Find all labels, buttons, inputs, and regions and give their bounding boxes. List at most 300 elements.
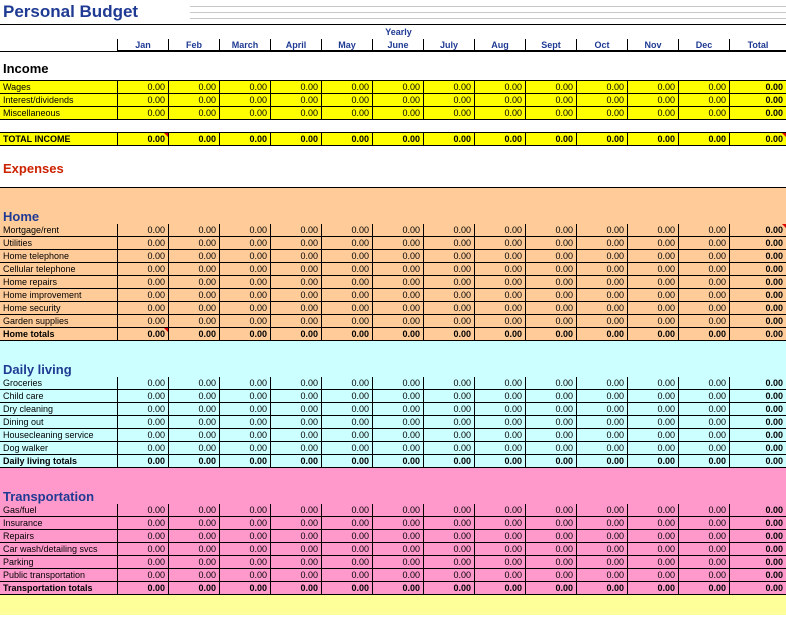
value-cell-aug[interactable]: 0.00 (475, 390, 526, 402)
value-cell-march[interactable]: 0.00 (220, 224, 271, 236)
value-cell-feb[interactable]: 0.00 (169, 250, 220, 262)
value-cell-oct[interactable]: 0.00 (577, 455, 628, 467)
column-header-aug[interactable]: Aug (475, 39, 526, 51)
total-cell[interactable]: 0.00 (765, 404, 783, 414)
value-cell-april[interactable]: 0.00 (271, 328, 322, 340)
value-cell-july[interactable]: 0.00 (424, 107, 475, 119)
value-cell-april[interactable]: 0.00 (271, 504, 322, 516)
value-cell-aug[interactable]: 0.00 (475, 302, 526, 314)
value-cell-nov[interactable]: 0.00 (628, 302, 679, 314)
value-cell-july[interactable]: 0.00 (424, 556, 475, 568)
value-cell-nov[interactable]: 0.00 (628, 530, 679, 542)
value-cell-feb[interactable]: 0.00 (169, 569, 220, 581)
value-cell-nov[interactable]: 0.00 (628, 276, 679, 288)
value-cell-feb[interactable]: 0.00 (169, 556, 220, 568)
value-cell-jan[interactable]: 0.00 (118, 517, 169, 529)
value-cell-march[interactable]: 0.00 (220, 556, 271, 568)
value-cell-march[interactable]: 0.00 (220, 237, 271, 249)
column-header-june[interactable]: June (373, 39, 424, 51)
column-header-may[interactable]: May (322, 39, 373, 51)
value-cell-aug[interactable]: 0.00 (475, 224, 526, 236)
value-cell-oct[interactable]: 0.00 (577, 569, 628, 581)
value-cell-april[interactable]: 0.00 (271, 569, 322, 581)
value-cell-june[interactable]: 0.00 (373, 133, 424, 145)
value-cell-jan[interactable]: 0.00 (118, 328, 169, 340)
value-cell-jan[interactable]: 0.00 (118, 133, 169, 145)
value-cell-aug[interactable]: 0.00 (475, 429, 526, 441)
value-cell-may[interactable]: 0.00 (322, 328, 373, 340)
value-cell-dec[interactable]: 0.00 (679, 455, 730, 467)
value-cell-march[interactable]: 0.00 (220, 276, 271, 288)
value-cell-oct[interactable]: 0.00 (577, 263, 628, 275)
value-cell-jan[interactable]: 0.00 (118, 276, 169, 288)
value-cell-june[interactable]: 0.00 (373, 328, 424, 340)
value-cell-jan[interactable]: 0.00 (118, 107, 169, 119)
value-cell-april[interactable]: 0.00 (271, 429, 322, 441)
value-cell-feb[interactable]: 0.00 (169, 517, 220, 529)
value-cell-july[interactable]: 0.00 (424, 442, 475, 454)
value-cell-nov[interactable]: 0.00 (628, 377, 679, 389)
value-cell-nov[interactable]: 0.00 (628, 250, 679, 262)
comment-indicator[interactable] (782, 224, 786, 228)
value-cell-may[interactable]: 0.00 (322, 530, 373, 542)
value-cell-jan[interactable]: 0.00 (118, 250, 169, 262)
value-cell-nov[interactable]: 0.00 (628, 429, 679, 441)
total-cell[interactable]: 0.00 (765, 82, 783, 92)
value-cell-may[interactable]: 0.00 (322, 556, 373, 568)
value-cell-dec[interactable]: 0.00 (679, 429, 730, 441)
value-cell-june[interactable]: 0.00 (373, 94, 424, 106)
value-cell-feb[interactable]: 0.00 (169, 81, 220, 93)
value-cell-sept[interactable]: 0.00 (526, 556, 577, 568)
value-cell-oct[interactable]: 0.00 (577, 556, 628, 568)
value-cell-feb[interactable]: 0.00 (169, 315, 220, 327)
value-cell-june[interactable]: 0.00 (373, 390, 424, 402)
value-cell-july[interactable]: 0.00 (424, 416, 475, 428)
value-cell-dec[interactable]: 0.00 (679, 530, 730, 542)
value-cell-may[interactable]: 0.00 (322, 81, 373, 93)
value-cell-aug[interactable]: 0.00 (475, 556, 526, 568)
value-cell-aug[interactable]: 0.00 (475, 569, 526, 581)
value-cell-jan[interactable]: 0.00 (118, 556, 169, 568)
value-cell-feb[interactable]: 0.00 (169, 530, 220, 542)
value-cell-nov[interactable]: 0.00 (628, 556, 679, 568)
value-cell-dec[interactable]: 0.00 (679, 416, 730, 428)
value-cell-june[interactable]: 0.00 (373, 442, 424, 454)
value-cell-oct[interactable]: 0.00 (577, 250, 628, 262)
value-cell-march[interactable]: 0.00 (220, 543, 271, 555)
value-cell-aug[interactable]: 0.00 (475, 94, 526, 106)
value-cell-june[interactable]: 0.00 (373, 530, 424, 542)
value-cell-oct[interactable]: 0.00 (577, 81, 628, 93)
value-cell-sept[interactable]: 0.00 (526, 416, 577, 428)
value-cell-april[interactable]: 0.00 (271, 582, 322, 594)
value-cell-sept[interactable]: 0.00 (526, 81, 577, 93)
comment-indicator[interactable] (782, 133, 786, 137)
value-cell-nov[interactable]: 0.00 (628, 504, 679, 516)
value-cell-feb[interactable]: 0.00 (169, 289, 220, 301)
value-cell-dec[interactable]: 0.00 (679, 237, 730, 249)
value-cell-june[interactable]: 0.00 (373, 289, 424, 301)
value-cell-jan[interactable]: 0.00 (118, 530, 169, 542)
value-cell-oct[interactable]: 0.00 (577, 582, 628, 594)
total-cell[interactable]: 0.00 (765, 264, 783, 274)
value-cell-march[interactable]: 0.00 (220, 530, 271, 542)
value-cell-july[interactable]: 0.00 (424, 377, 475, 389)
value-cell-march[interactable]: 0.00 (220, 133, 271, 145)
value-cell-july[interactable]: 0.00 (424, 81, 475, 93)
value-cell-may[interactable]: 0.00 (322, 403, 373, 415)
value-cell-may[interactable]: 0.00 (322, 302, 373, 314)
value-cell-sept[interactable]: 0.00 (526, 582, 577, 594)
value-cell-aug[interactable]: 0.00 (475, 582, 526, 594)
value-cell-sept[interactable]: 0.00 (526, 263, 577, 275)
value-cell-april[interactable]: 0.00 (271, 442, 322, 454)
value-cell-jan[interactable]: 0.00 (118, 582, 169, 594)
value-cell-july[interactable]: 0.00 (424, 328, 475, 340)
total-cell[interactable]: 0.00 (765, 391, 783, 401)
value-cell-feb[interactable]: 0.00 (169, 416, 220, 428)
value-cell-oct[interactable]: 0.00 (577, 416, 628, 428)
value-cell-dec[interactable]: 0.00 (679, 94, 730, 106)
total-cell[interactable]: 0.00 (765, 238, 783, 248)
total-cell[interactable]: 0.00 (765, 378, 783, 388)
value-cell-jan[interactable]: 0.00 (118, 224, 169, 236)
total-cell[interactable]: 0.00 (765, 329, 783, 339)
column-header-dec[interactable]: Dec (679, 39, 730, 51)
value-cell-aug[interactable]: 0.00 (475, 133, 526, 145)
value-cell-nov[interactable]: 0.00 (628, 390, 679, 402)
value-cell-jan[interactable]: 0.00 (118, 390, 169, 402)
column-header-april[interactable]: April (271, 39, 322, 51)
total-cell[interactable]: 0.00 (730, 133, 786, 145)
value-cell-nov[interactable]: 0.00 (628, 416, 679, 428)
value-cell-june[interactable]: 0.00 (373, 315, 424, 327)
value-cell-dec[interactable]: 0.00 (679, 302, 730, 314)
value-cell-march[interactable]: 0.00 (220, 582, 271, 594)
value-cell-dec[interactable]: 0.00 (679, 582, 730, 594)
total-cell[interactable]: 0.00 (765, 531, 783, 541)
value-cell-feb[interactable]: 0.00 (169, 455, 220, 467)
value-cell-sept[interactable]: 0.00 (526, 107, 577, 119)
value-cell-june[interactable]: 0.00 (373, 403, 424, 415)
value-cell-march[interactable]: 0.00 (220, 263, 271, 275)
value-cell-aug[interactable]: 0.00 (475, 107, 526, 119)
value-cell-april[interactable]: 0.00 (271, 276, 322, 288)
value-cell-april[interactable]: 0.00 (271, 455, 322, 467)
value-cell-oct[interactable]: 0.00 (577, 504, 628, 516)
value-cell-may[interactable]: 0.00 (322, 224, 373, 236)
value-cell-may[interactable]: 0.00 (322, 429, 373, 441)
value-cell-dec[interactable]: 0.00 (679, 250, 730, 262)
value-cell-july[interactable]: 0.00 (424, 289, 475, 301)
value-cell-feb[interactable]: 0.00 (169, 543, 220, 555)
value-cell-march[interactable]: 0.00 (220, 416, 271, 428)
value-cell-nov[interactable]: 0.00 (628, 328, 679, 340)
value-cell-dec[interactable]: 0.00 (679, 504, 730, 516)
value-cell-june[interactable]: 0.00 (373, 237, 424, 249)
value-cell-aug[interactable]: 0.00 (475, 81, 526, 93)
value-cell-dec[interactable]: 0.00 (679, 328, 730, 340)
total-cell[interactable]: 0.00 (765, 505, 783, 515)
value-cell-july[interactable]: 0.00 (424, 403, 475, 415)
value-cell-feb[interactable]: 0.00 (169, 224, 220, 236)
value-cell-june[interactable]: 0.00 (373, 250, 424, 262)
value-cell-oct[interactable]: 0.00 (577, 107, 628, 119)
value-cell-july[interactable]: 0.00 (424, 530, 475, 542)
value-cell-oct[interactable]: 0.00 (577, 543, 628, 555)
value-cell-dec[interactable]: 0.00 (679, 315, 730, 327)
value-cell-july[interactable]: 0.00 (424, 390, 475, 402)
column-header-sept[interactable]: Sept (526, 39, 577, 51)
value-cell-may[interactable]: 0.00 (322, 289, 373, 301)
value-cell-feb[interactable]: 0.00 (169, 263, 220, 275)
value-cell-april[interactable]: 0.00 (271, 416, 322, 428)
value-cell-aug[interactable]: 0.00 (475, 517, 526, 529)
value-cell-april[interactable]: 0.00 (271, 263, 322, 275)
value-cell-july[interactable]: 0.00 (424, 94, 475, 106)
value-cell-jan[interactable]: 0.00 (118, 377, 169, 389)
column-header-july[interactable]: July (424, 39, 475, 51)
column-header-oct[interactable]: Oct (577, 39, 628, 51)
value-cell-jan[interactable]: 0.00 (118, 94, 169, 106)
value-cell-march[interactable]: 0.00 (220, 517, 271, 529)
value-cell-oct[interactable]: 0.00 (577, 94, 628, 106)
value-cell-july[interactable]: 0.00 (424, 224, 475, 236)
value-cell-nov[interactable]: 0.00 (628, 455, 679, 467)
total-cell[interactable]: 0.00 (765, 251, 783, 261)
value-cell-march[interactable]: 0.00 (220, 328, 271, 340)
value-cell-aug[interactable]: 0.00 (475, 504, 526, 516)
value-cell-feb[interactable]: 0.00 (169, 429, 220, 441)
value-cell-june[interactable]: 0.00 (373, 224, 424, 236)
value-cell-march[interactable]: 0.00 (220, 504, 271, 516)
value-cell-jan[interactable]: 0.00 (118, 403, 169, 415)
value-cell-jan[interactable]: 0.00 (118, 569, 169, 581)
value-cell-march[interactable]: 0.00 (220, 107, 271, 119)
value-cell-sept[interactable]: 0.00 (526, 377, 577, 389)
total-cell[interactable]: 0.00 (765, 108, 783, 118)
value-cell-nov[interactable]: 0.00 (628, 81, 679, 93)
value-cell-april[interactable]: 0.00 (271, 237, 322, 249)
value-cell-may[interactable]: 0.00 (322, 517, 373, 529)
value-cell-april[interactable]: 0.00 (271, 390, 322, 402)
value-cell-dec[interactable]: 0.00 (679, 377, 730, 389)
value-cell-aug[interactable]: 0.00 (475, 403, 526, 415)
value-cell-may[interactable]: 0.00 (322, 455, 373, 467)
value-cell-sept[interactable]: 0.00 (526, 133, 577, 145)
total-cell[interactable]: 0.00 (765, 316, 783, 326)
value-cell-june[interactable]: 0.00 (373, 377, 424, 389)
value-cell-jan[interactable]: 0.00 (118, 237, 169, 249)
value-cell-nov[interactable]: 0.00 (628, 569, 679, 581)
value-cell-march[interactable]: 0.00 (220, 289, 271, 301)
value-cell-sept[interactable]: 0.00 (526, 302, 577, 314)
value-cell-feb[interactable]: 0.00 (169, 390, 220, 402)
value-cell-aug[interactable]: 0.00 (475, 328, 526, 340)
value-cell-sept[interactable]: 0.00 (526, 455, 577, 467)
value-cell-oct[interactable]: 0.00 (577, 517, 628, 529)
value-cell-july[interactable]: 0.00 (424, 543, 475, 555)
value-cell-nov[interactable]: 0.00 (628, 133, 679, 145)
value-cell-may[interactable]: 0.00 (322, 390, 373, 402)
value-cell-feb[interactable]: 0.00 (169, 377, 220, 389)
value-cell-dec[interactable]: 0.00 (679, 517, 730, 529)
value-cell-june[interactable]: 0.00 (373, 107, 424, 119)
value-cell-march[interactable]: 0.00 (220, 403, 271, 415)
value-cell-aug[interactable]: 0.00 (475, 530, 526, 542)
value-cell-nov[interactable]: 0.00 (628, 263, 679, 275)
value-cell-sept[interactable]: 0.00 (526, 390, 577, 402)
value-cell-may[interactable]: 0.00 (322, 377, 373, 389)
value-cell-july[interactable]: 0.00 (424, 263, 475, 275)
value-cell-feb[interactable]: 0.00 (169, 276, 220, 288)
value-cell-sept[interactable]: 0.00 (526, 569, 577, 581)
value-cell-march[interactable]: 0.00 (220, 429, 271, 441)
value-cell-june[interactable]: 0.00 (373, 569, 424, 581)
total-cell[interactable]: 0.00 (765, 277, 783, 287)
value-cell-feb[interactable]: 0.00 (169, 133, 220, 145)
comment-indicator[interactable] (164, 133, 168, 137)
value-cell-april[interactable]: 0.00 (271, 94, 322, 106)
value-cell-nov[interactable]: 0.00 (628, 403, 679, 415)
value-cell-july[interactable]: 0.00 (424, 302, 475, 314)
value-cell-sept[interactable]: 0.00 (526, 504, 577, 516)
value-cell-july[interactable]: 0.00 (424, 569, 475, 581)
value-cell-june[interactable]: 0.00 (373, 582, 424, 594)
value-cell-may[interactable]: 0.00 (322, 582, 373, 594)
value-cell-jan[interactable]: 0.00 (118, 429, 169, 441)
value-cell-march[interactable]: 0.00 (220, 94, 271, 106)
value-cell-june[interactable]: 0.00 (373, 263, 424, 275)
value-cell-sept[interactable]: 0.00 (526, 403, 577, 415)
value-cell-jan[interactable]: 0.00 (118, 81, 169, 93)
value-cell-jan[interactable]: 0.00 (118, 416, 169, 428)
value-cell-nov[interactable]: 0.00 (628, 517, 679, 529)
value-cell-sept[interactable]: 0.00 (526, 429, 577, 441)
value-cell-dec[interactable]: 0.00 (679, 543, 730, 555)
value-cell-oct[interactable]: 0.00 (577, 237, 628, 249)
total-cell[interactable]: 0.00 (765, 518, 783, 528)
value-cell-june[interactable]: 0.00 (373, 504, 424, 516)
value-cell-may[interactable]: 0.00 (322, 276, 373, 288)
value-cell-feb[interactable]: 0.00 (169, 582, 220, 594)
value-cell-nov[interactable]: 0.00 (628, 237, 679, 249)
value-cell-sept[interactable]: 0.00 (526, 530, 577, 542)
value-cell-april[interactable]: 0.00 (271, 315, 322, 327)
value-cell-june[interactable]: 0.00 (373, 556, 424, 568)
value-cell-april[interactable]: 0.00 (271, 517, 322, 529)
value-cell-march[interactable]: 0.00 (220, 377, 271, 389)
value-cell-dec[interactable]: 0.00 (679, 81, 730, 93)
value-cell-june[interactable]: 0.00 (373, 543, 424, 555)
value-cell-aug[interactable]: 0.00 (475, 250, 526, 262)
value-cell-july[interactable]: 0.00 (424, 582, 475, 594)
value-cell-oct[interactable]: 0.00 (577, 133, 628, 145)
value-cell-oct[interactable]: 0.00 (577, 390, 628, 402)
value-cell-aug[interactable]: 0.00 (475, 289, 526, 301)
value-cell-oct[interactable]: 0.00 (577, 403, 628, 415)
value-cell-dec[interactable]: 0.00 (679, 442, 730, 454)
value-cell-dec[interactable]: 0.00 (679, 263, 730, 275)
value-cell-dec[interactable]: 0.00 (679, 107, 730, 119)
value-cell-dec[interactable]: 0.00 (679, 224, 730, 236)
value-cell-aug[interactable]: 0.00 (475, 377, 526, 389)
value-cell-sept[interactable]: 0.00 (526, 517, 577, 529)
total-cell[interactable]: 0.00 (765, 95, 783, 105)
value-cell-jan[interactable]: 0.00 (118, 442, 169, 454)
value-cell-nov[interactable]: 0.00 (628, 224, 679, 236)
value-cell-oct[interactable]: 0.00 (577, 442, 628, 454)
value-cell-march[interactable]: 0.00 (220, 250, 271, 262)
value-cell-aug[interactable]: 0.00 (475, 543, 526, 555)
column-header-jan[interactable]: Jan (118, 39, 169, 51)
total-cell[interactable]: 0.00 (765, 583, 783, 593)
total-cell[interactable]: 0.00 (730, 224, 786, 236)
value-cell-sept[interactable]: 0.00 (526, 94, 577, 106)
value-cell-may[interactable]: 0.00 (322, 543, 373, 555)
value-cell-jan[interactable]: 0.00 (118, 263, 169, 275)
value-cell-march[interactable]: 0.00 (220, 455, 271, 467)
value-cell-april[interactable]: 0.00 (271, 224, 322, 236)
total-cell[interactable]: 0.00 (765, 544, 783, 554)
value-cell-april[interactable]: 0.00 (271, 543, 322, 555)
column-header-nov[interactable]: Nov (628, 39, 679, 51)
value-cell-sept[interactable]: 0.00 (526, 543, 577, 555)
value-cell-july[interactable]: 0.00 (424, 429, 475, 441)
value-cell-april[interactable]: 0.00 (271, 81, 322, 93)
value-cell-aug[interactable]: 0.00 (475, 416, 526, 428)
total-cell[interactable]: 0.00 (765, 430, 783, 440)
value-cell-june[interactable]: 0.00 (373, 416, 424, 428)
value-cell-nov[interactable]: 0.00 (628, 94, 679, 106)
value-cell-jan[interactable]: 0.00 (118, 289, 169, 301)
value-cell-may[interactable]: 0.00 (322, 237, 373, 249)
value-cell-sept[interactable]: 0.00 (526, 289, 577, 301)
value-cell-april[interactable]: 0.00 (271, 556, 322, 568)
value-cell-june[interactable]: 0.00 (373, 81, 424, 93)
value-cell-feb[interactable]: 0.00 (169, 403, 220, 415)
value-cell-dec[interactable]: 0.00 (679, 390, 730, 402)
value-cell-march[interactable]: 0.00 (220, 315, 271, 327)
value-cell-aug[interactable]: 0.00 (475, 276, 526, 288)
value-cell-feb[interactable]: 0.00 (169, 237, 220, 249)
value-cell-july[interactable]: 0.00 (424, 504, 475, 516)
value-cell-jan[interactable]: 0.00 (118, 543, 169, 555)
value-cell-oct[interactable]: 0.00 (577, 530, 628, 542)
value-cell-may[interactable]: 0.00 (322, 133, 373, 145)
value-cell-march[interactable]: 0.00 (220, 569, 271, 581)
value-cell-oct[interactable]: 0.00 (577, 377, 628, 389)
value-cell-nov[interactable]: 0.00 (628, 543, 679, 555)
value-cell-feb[interactable]: 0.00 (169, 504, 220, 516)
value-cell-july[interactable]: 0.00 (424, 517, 475, 529)
total-cell[interactable]: 0.00 (765, 417, 783, 427)
value-cell-aug[interactable]: 0.00 (475, 263, 526, 275)
value-cell-july[interactable]: 0.00 (424, 250, 475, 262)
value-cell-oct[interactable]: 0.00 (577, 315, 628, 327)
value-cell-oct[interactable]: 0.00 (577, 224, 628, 236)
value-cell-march[interactable]: 0.00 (220, 302, 271, 314)
value-cell-sept[interactable]: 0.00 (526, 328, 577, 340)
column-header-total[interactable]: Total (730, 39, 786, 51)
value-cell-june[interactable]: 0.00 (373, 455, 424, 467)
value-cell-oct[interactable]: 0.00 (577, 429, 628, 441)
value-cell-nov[interactable]: 0.00 (628, 107, 679, 119)
value-cell-june[interactable]: 0.00 (373, 517, 424, 529)
value-cell-sept[interactable]: 0.00 (526, 276, 577, 288)
value-cell-feb[interactable]: 0.00 (169, 107, 220, 119)
